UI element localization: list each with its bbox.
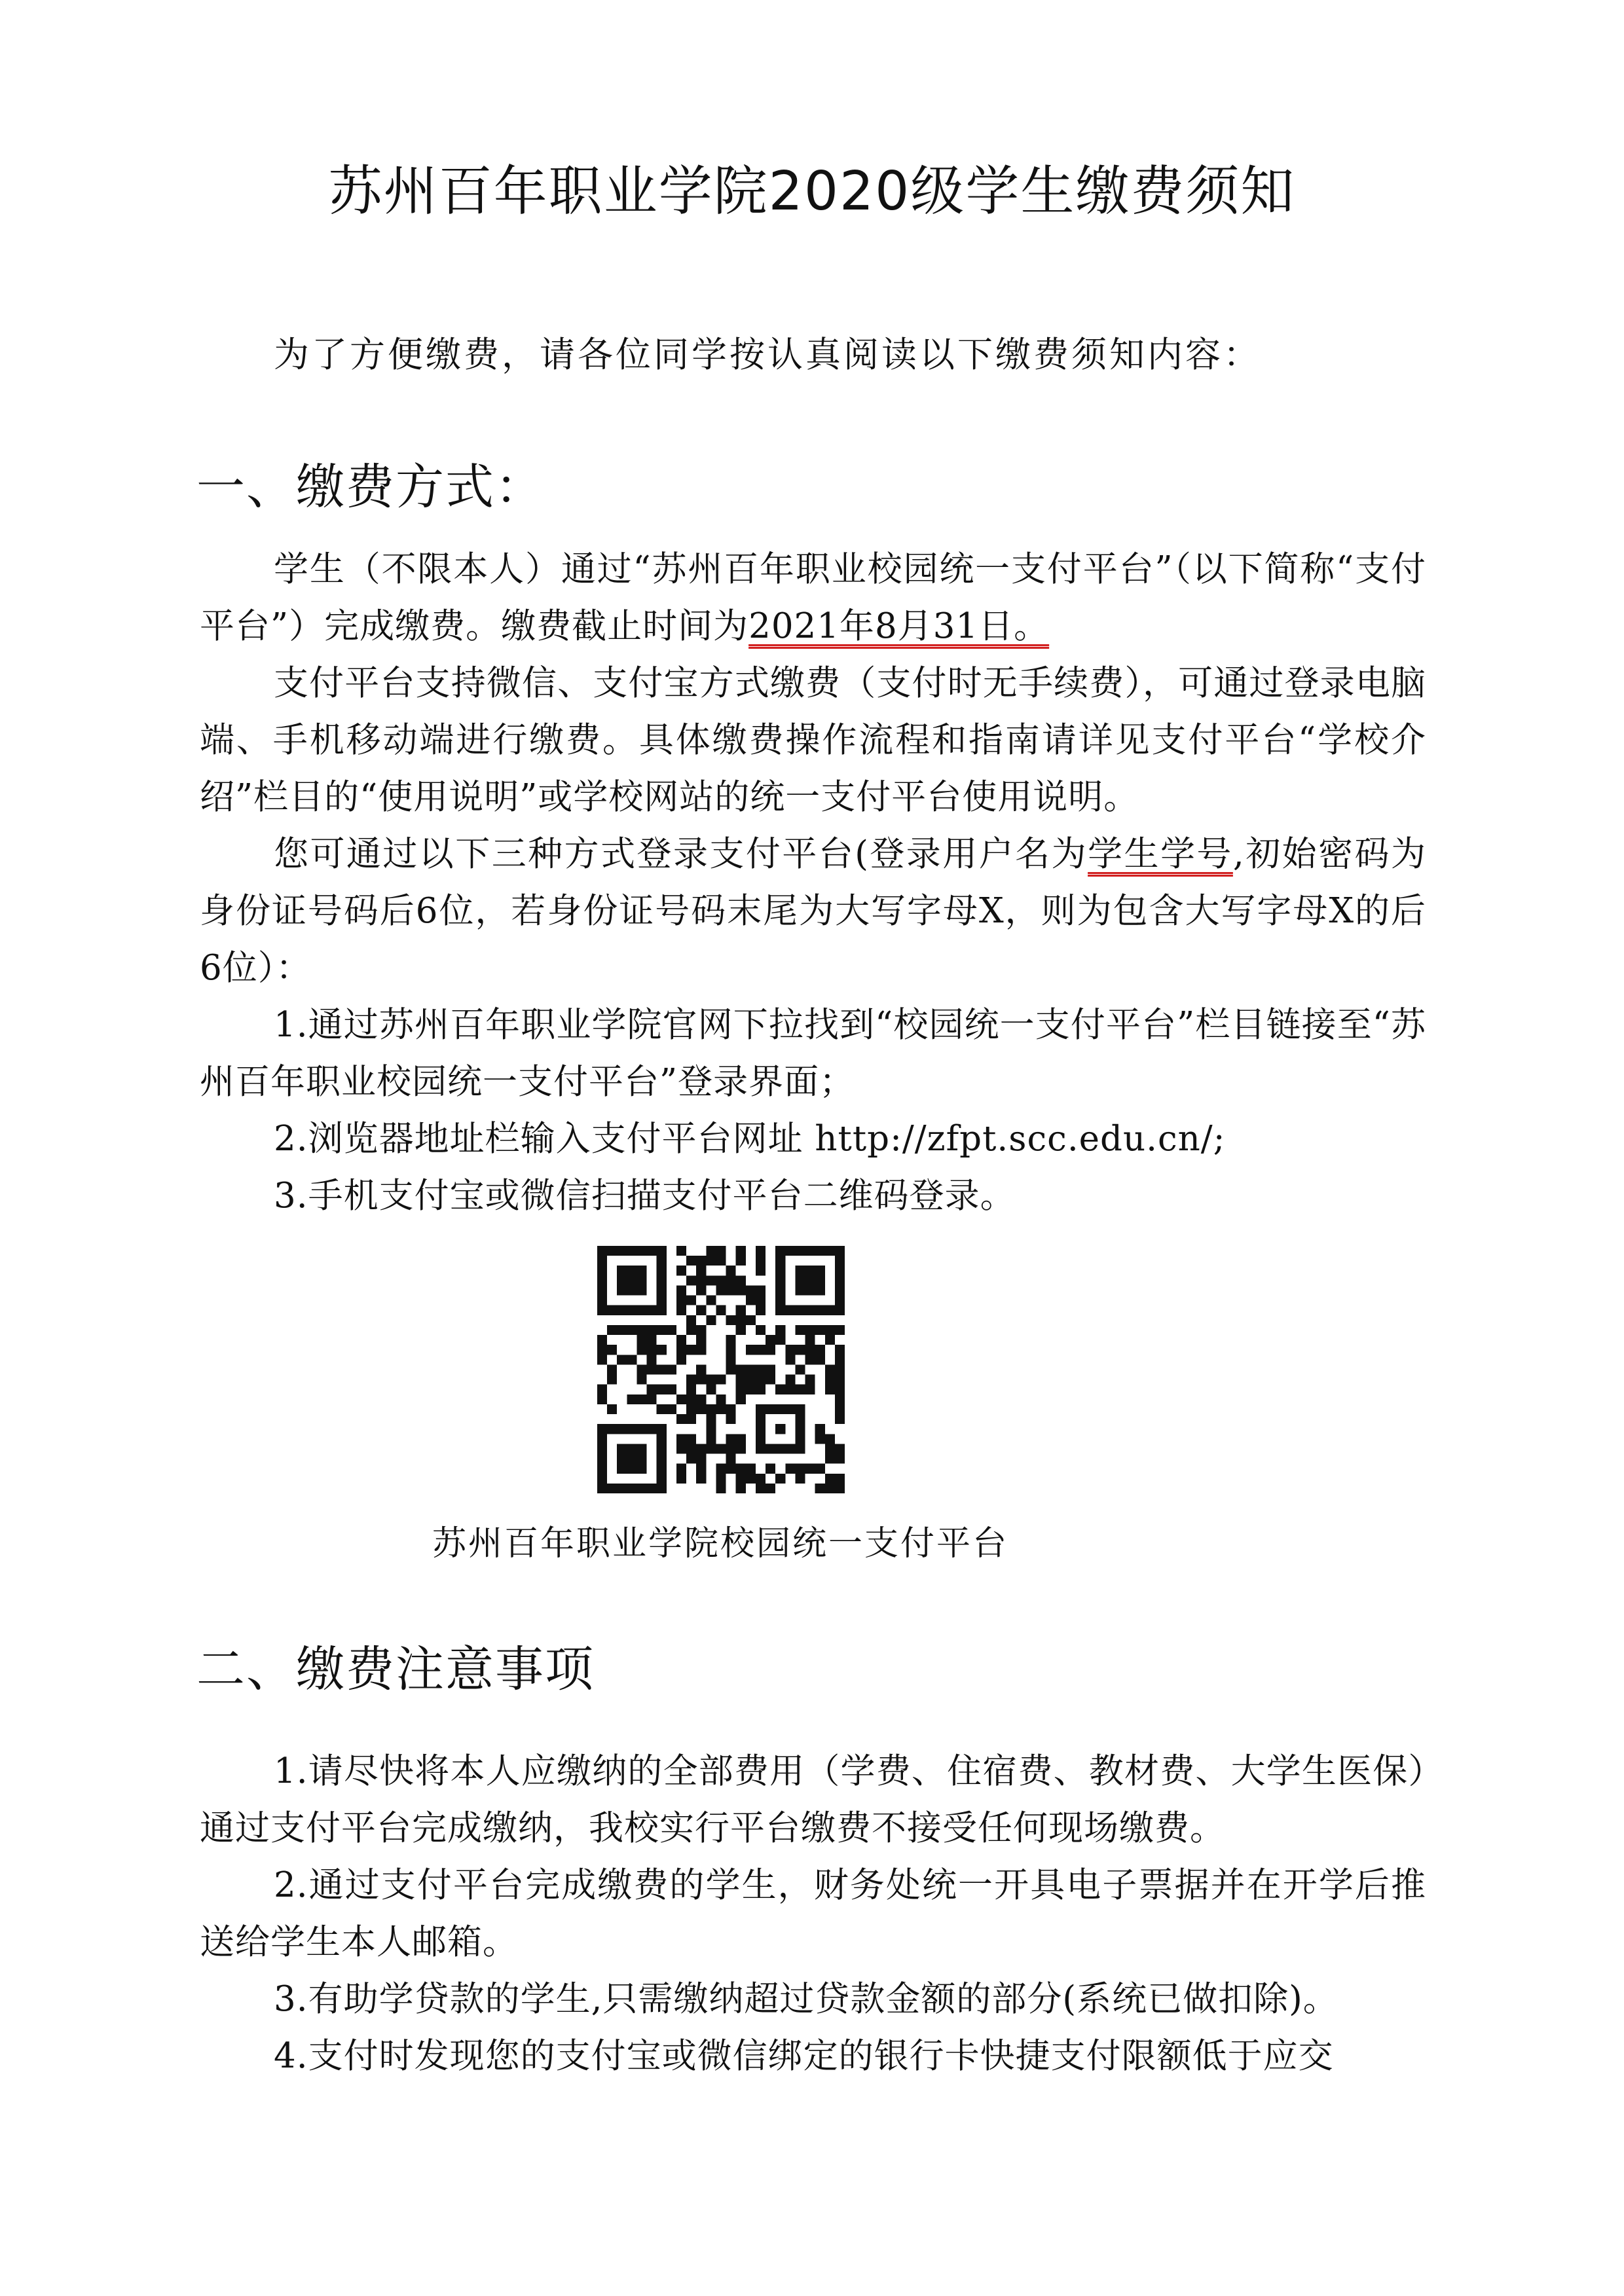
- deadline-date: 2021年8月31日。: [748, 606, 1050, 646]
- username-highlight: 学生学号: [1088, 834, 1233, 874]
- notice-item-2: 2.通过支付平台完成缴费的学生，财务处统一开具电子票据并在开学后推送给学生本人邮箱。: [200, 1865, 1426, 1962]
- section-1-heading: 一、缴费方式：: [196, 459, 545, 515]
- page-title: 苏州百年职业学院2020级学生缴费须知: [328, 160, 1296, 223]
- section-2-body: [200, 1743, 1426, 2085]
- notice-item-1: 1.请尽快将本人应缴纳的全部费用（学费、住宿费、教材费、大学生医保）通过支付平台完成缴纳，我校实行平台缴费不接受任何现场缴费。: [200, 1751, 1426, 1848]
- qr-code-caption: 苏州百年职业学院校园统一支付平台: [432, 1524, 1008, 1563]
- section-1-paragraph-3: [200, 826, 1426, 996]
- login-method-1: 1.通过苏州百年职业学院官网下拉找到“校园统一支付平台”栏目链接至“苏州百年职业校园统一支付平台”登录界面；: [200, 1005, 1426, 1102]
- section-1-paragraph-1: [200, 541, 1426, 655]
- section-1-body: [200, 541, 1426, 1224]
- section-2-heading: 二、缴费注意事项: [196, 1641, 595, 1698]
- notice-item-4: 4.支付时发现您的支付宝或微信绑定的银行卡快捷支付限额低于应交: [274, 2036, 1334, 2076]
- login-method-2: 2.浏览器地址栏输入支付平台网址 http://zfpt.scc.edu.cn/;: [274, 1119, 1226, 1159]
- password-rule-text: ,初始密码为身份证号码后6位，若身份证号码末尾为大写字母X，则为包含大写字母X的后6位）：: [200, 834, 1426, 988]
- payment-method-text: 学生（不限本人）通过“苏州百年职业校园统一支付平台”（以下简称“支付平台”）完成缴费。缴费截止时间为: [200, 549, 1426, 646]
- login-method-3: 3.手机支付宝或微信扫描支付平台二维码登录。: [274, 1176, 1016, 1216]
- intro-text: 为了方便缴费，请各位同学按认真阅读以下缴费须知内容：: [274, 334, 1261, 375]
- login-intro-text: 您可通过以下三种方式登录支付平台(登录用户名为: [274, 834, 1088, 874]
- payment-platform-qr-code: [597, 1246, 845, 1493]
- section-1-paragraph-2: 支付平台支持微信、支付宝方式缴费（支付时无手续费），可通过登录电脑端、手机移动端进行缴费。具体缴费操作流程和指南请详见支付平台“学校介绍”栏目的“使用说明”或学校网站的统一支付平台使用说明。: [200, 663, 1426, 817]
- notice-item-3: 3.有助学贷款的学生,只需缴纳超过贷款金额的部分(系统已做扣除)。: [274, 1979, 1338, 2019]
